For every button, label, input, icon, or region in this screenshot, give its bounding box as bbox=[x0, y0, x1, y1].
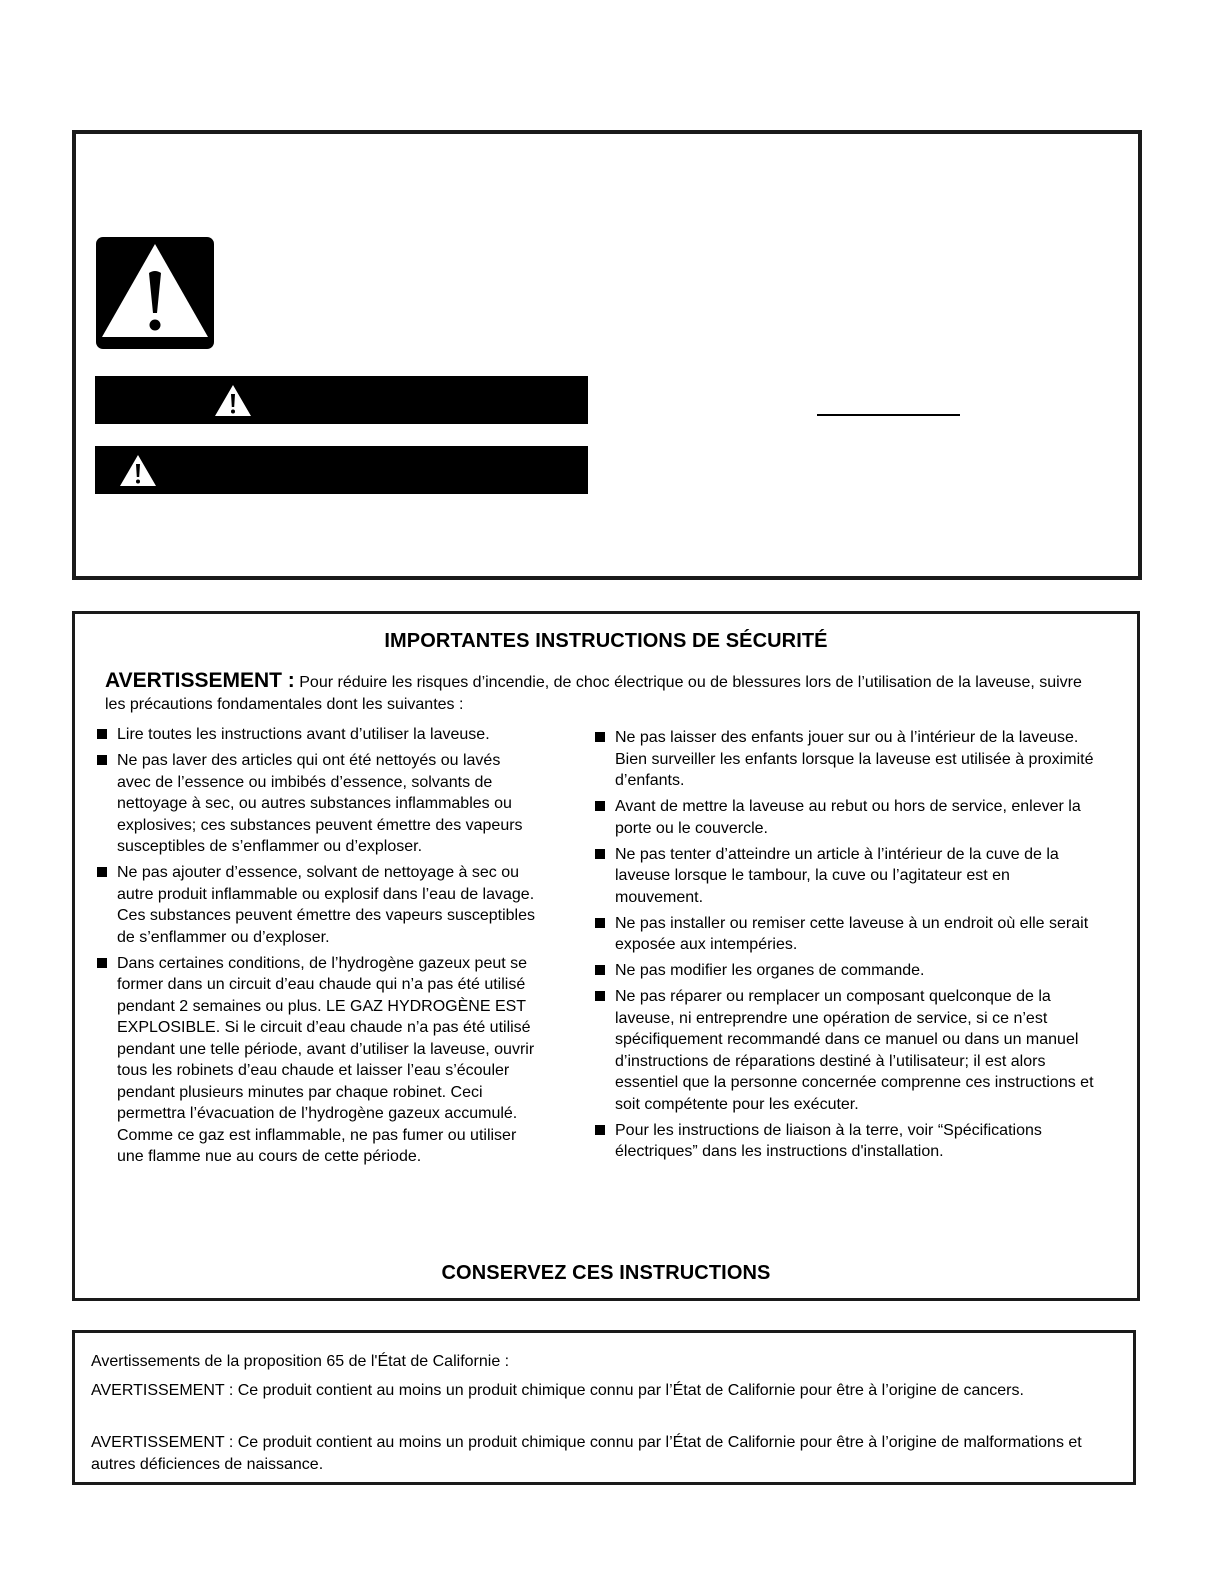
list-item bbox=[595, 986, 1095, 1115]
list-item bbox=[595, 1120, 1095, 1163]
list-item bbox=[595, 727, 1095, 792]
warning-signal-bar bbox=[95, 446, 588, 494]
instructions-left-column bbox=[97, 724, 537, 1172]
list-item bbox=[595, 796, 1095, 839]
safety-message-box bbox=[72, 130, 1142, 580]
save-instructions-title: CONSERVEZ CES INSTRUCTIONS bbox=[441, 1262, 771, 1284]
prop65-cancer-warning: AVERTISSEMENT : Ce produit contient au moins un produit chimique connu par l’État de Californie pour être à l’origine de cancers. bbox=[91, 1382, 1024, 1399]
list-item bbox=[97, 953, 537, 1168]
danger-alert-icon bbox=[214, 384, 252, 417]
list-item-text: Ne pas ajouter d’essence, solvant de nettoyage à sec ou autre produit inflammable ou explosif dans l’eau de lavage. Ces substances peuvent émettre des vapeurs susceptibles de s’enflammer ou d’exploser. bbox=[117, 864, 536, 946]
list-item bbox=[595, 960, 1095, 982]
square-bullet-icon bbox=[595, 732, 605, 742]
square-bullet-icon bbox=[97, 867, 107, 877]
warning-alert-icon bbox=[119, 454, 157, 487]
list-item-text: Avant de mettre la laveuse au rebut ou hors de service, enlever la porte ou le couvercle. bbox=[615, 798, 1081, 837]
prop65-heading: Avertissements de la proposition 65 de l'État de Californie : bbox=[91, 1353, 510, 1370]
underline-rule bbox=[817, 414, 960, 416]
list-item-text: Ne pas réparer ou remplacer un composant quelconque de la laveuse, ni entreprendre une opération de service, si ce n’est spécifiquement recommandé dans ce manuel ou dans un manuel d’instructions de réparations destiné à l’utilisateur; il est alors essentiel que la personne concernée comprenne ces instructions et soit compétente pour les exécuter. bbox=[615, 988, 1094, 1113]
list-item bbox=[97, 862, 537, 948]
list-item bbox=[97, 750, 537, 858]
list-item bbox=[595, 913, 1095, 956]
square-bullet-icon bbox=[595, 991, 605, 1001]
list-item-text: Ne pas laver des articles qui ont été nettoyés ou lavés avec de l’essence ou imbibés d’essence, solvants de nettoyage à sec, ou autres substances inflammables ou explosives; ces substances peuvent émettre des vapeurs susceptibles de s’enflammer ou d’exploser. bbox=[117, 752, 523, 855]
list-item bbox=[595, 844, 1095, 909]
square-bullet-icon bbox=[97, 958, 107, 968]
instructions-right-column bbox=[595, 727, 1095, 1167]
instructions-title: IMPORTANTES INSTRUCTIONS DE SÉCURITÉ bbox=[384, 630, 828, 652]
warning-intro bbox=[105, 670, 1105, 716]
list-item-text: Lire toutes les instructions avant d’utiliser la laveuse. bbox=[117, 726, 490, 743]
square-bullet-icon bbox=[97, 729, 107, 739]
prop65-warnings bbox=[72, 1330, 1136, 1485]
list-item-text: Ne pas tenter d’atteindre un article à l’intérieur de la cuve de la laveuse lorsque le tambour, la cuve ou l’agitateur est en mouvement. bbox=[615, 845, 1059, 906]
important-safety-instructions bbox=[72, 611, 1140, 1301]
square-bullet-icon bbox=[595, 965, 605, 975]
square-bullet-icon bbox=[595, 801, 605, 811]
square-bullet-icon bbox=[595, 1125, 605, 1135]
prop65-birth-defects-warning: AVERTISSEMENT : Ce produit contient au moins un produit chimique connu par l’État de Californie pour être à l’origine de malformations et autres déficiences de naissance. bbox=[91, 1434, 1082, 1473]
danger-signal-bar bbox=[95, 376, 588, 424]
warning-intro-text: Pour réduire les risques d’incendie, de choc électrique ou de blessures lors de l’utilisation de la laveuse, suivre les précautions fondamentales dont les suivantes : bbox=[105, 674, 1082, 713]
list-item-text: Dans certaines conditions, de l’hydrogène gazeux peut se former dans un circuit d’eau chaude qui n’a pas été utilisé pendant 2 semaines ou plus. LE GAZ HYDROGÈNE EST EXPLOSIBLE. Si le circuit d’eau chaude n’a pas été utilisé pendant une telle période, avant d’utiliser la laveuse, ouvrir tous les robinets d’eau chaude et laisser l’eau s’écouler pendant plusieurs minutes par chaque robinet. Ceci permettra l’évacuation de l’hydrogène gazeux accumulé. Comme ce gaz est inflammable, ne pas fumer ou utiliser une flamme nue au cours de cette période. bbox=[117, 954, 535, 1165]
list-item-text: Ne pas modifier les organes de commande. bbox=[615, 962, 925, 979]
list-item-text: Ne pas laisser des enfants jouer sur ou à l’intérieur de la laveuse. Bien surveiller les enfants lorsque la laveuse est utilisée à proximité d’enfants. bbox=[615, 729, 1094, 789]
list-item bbox=[97, 724, 537, 746]
list-item-text: Ne pas installer ou remiser cette laveuse à un endroit où elle serait exposée aux intempéries. bbox=[615, 914, 1089, 953]
safety-alert-triangle-icon bbox=[96, 237, 214, 349]
square-bullet-icon bbox=[97, 755, 107, 765]
square-bullet-icon bbox=[595, 918, 605, 928]
warning-lead: AVERTISSEMENT : bbox=[105, 669, 295, 692]
list-item-text: Pour les instructions de liaison à la terre, voir “Spécifications électriques” dans les instructions d'installation. bbox=[615, 1121, 1042, 1160]
square-bullet-icon bbox=[595, 849, 605, 859]
safety-alert-symbol bbox=[96, 237, 214, 349]
